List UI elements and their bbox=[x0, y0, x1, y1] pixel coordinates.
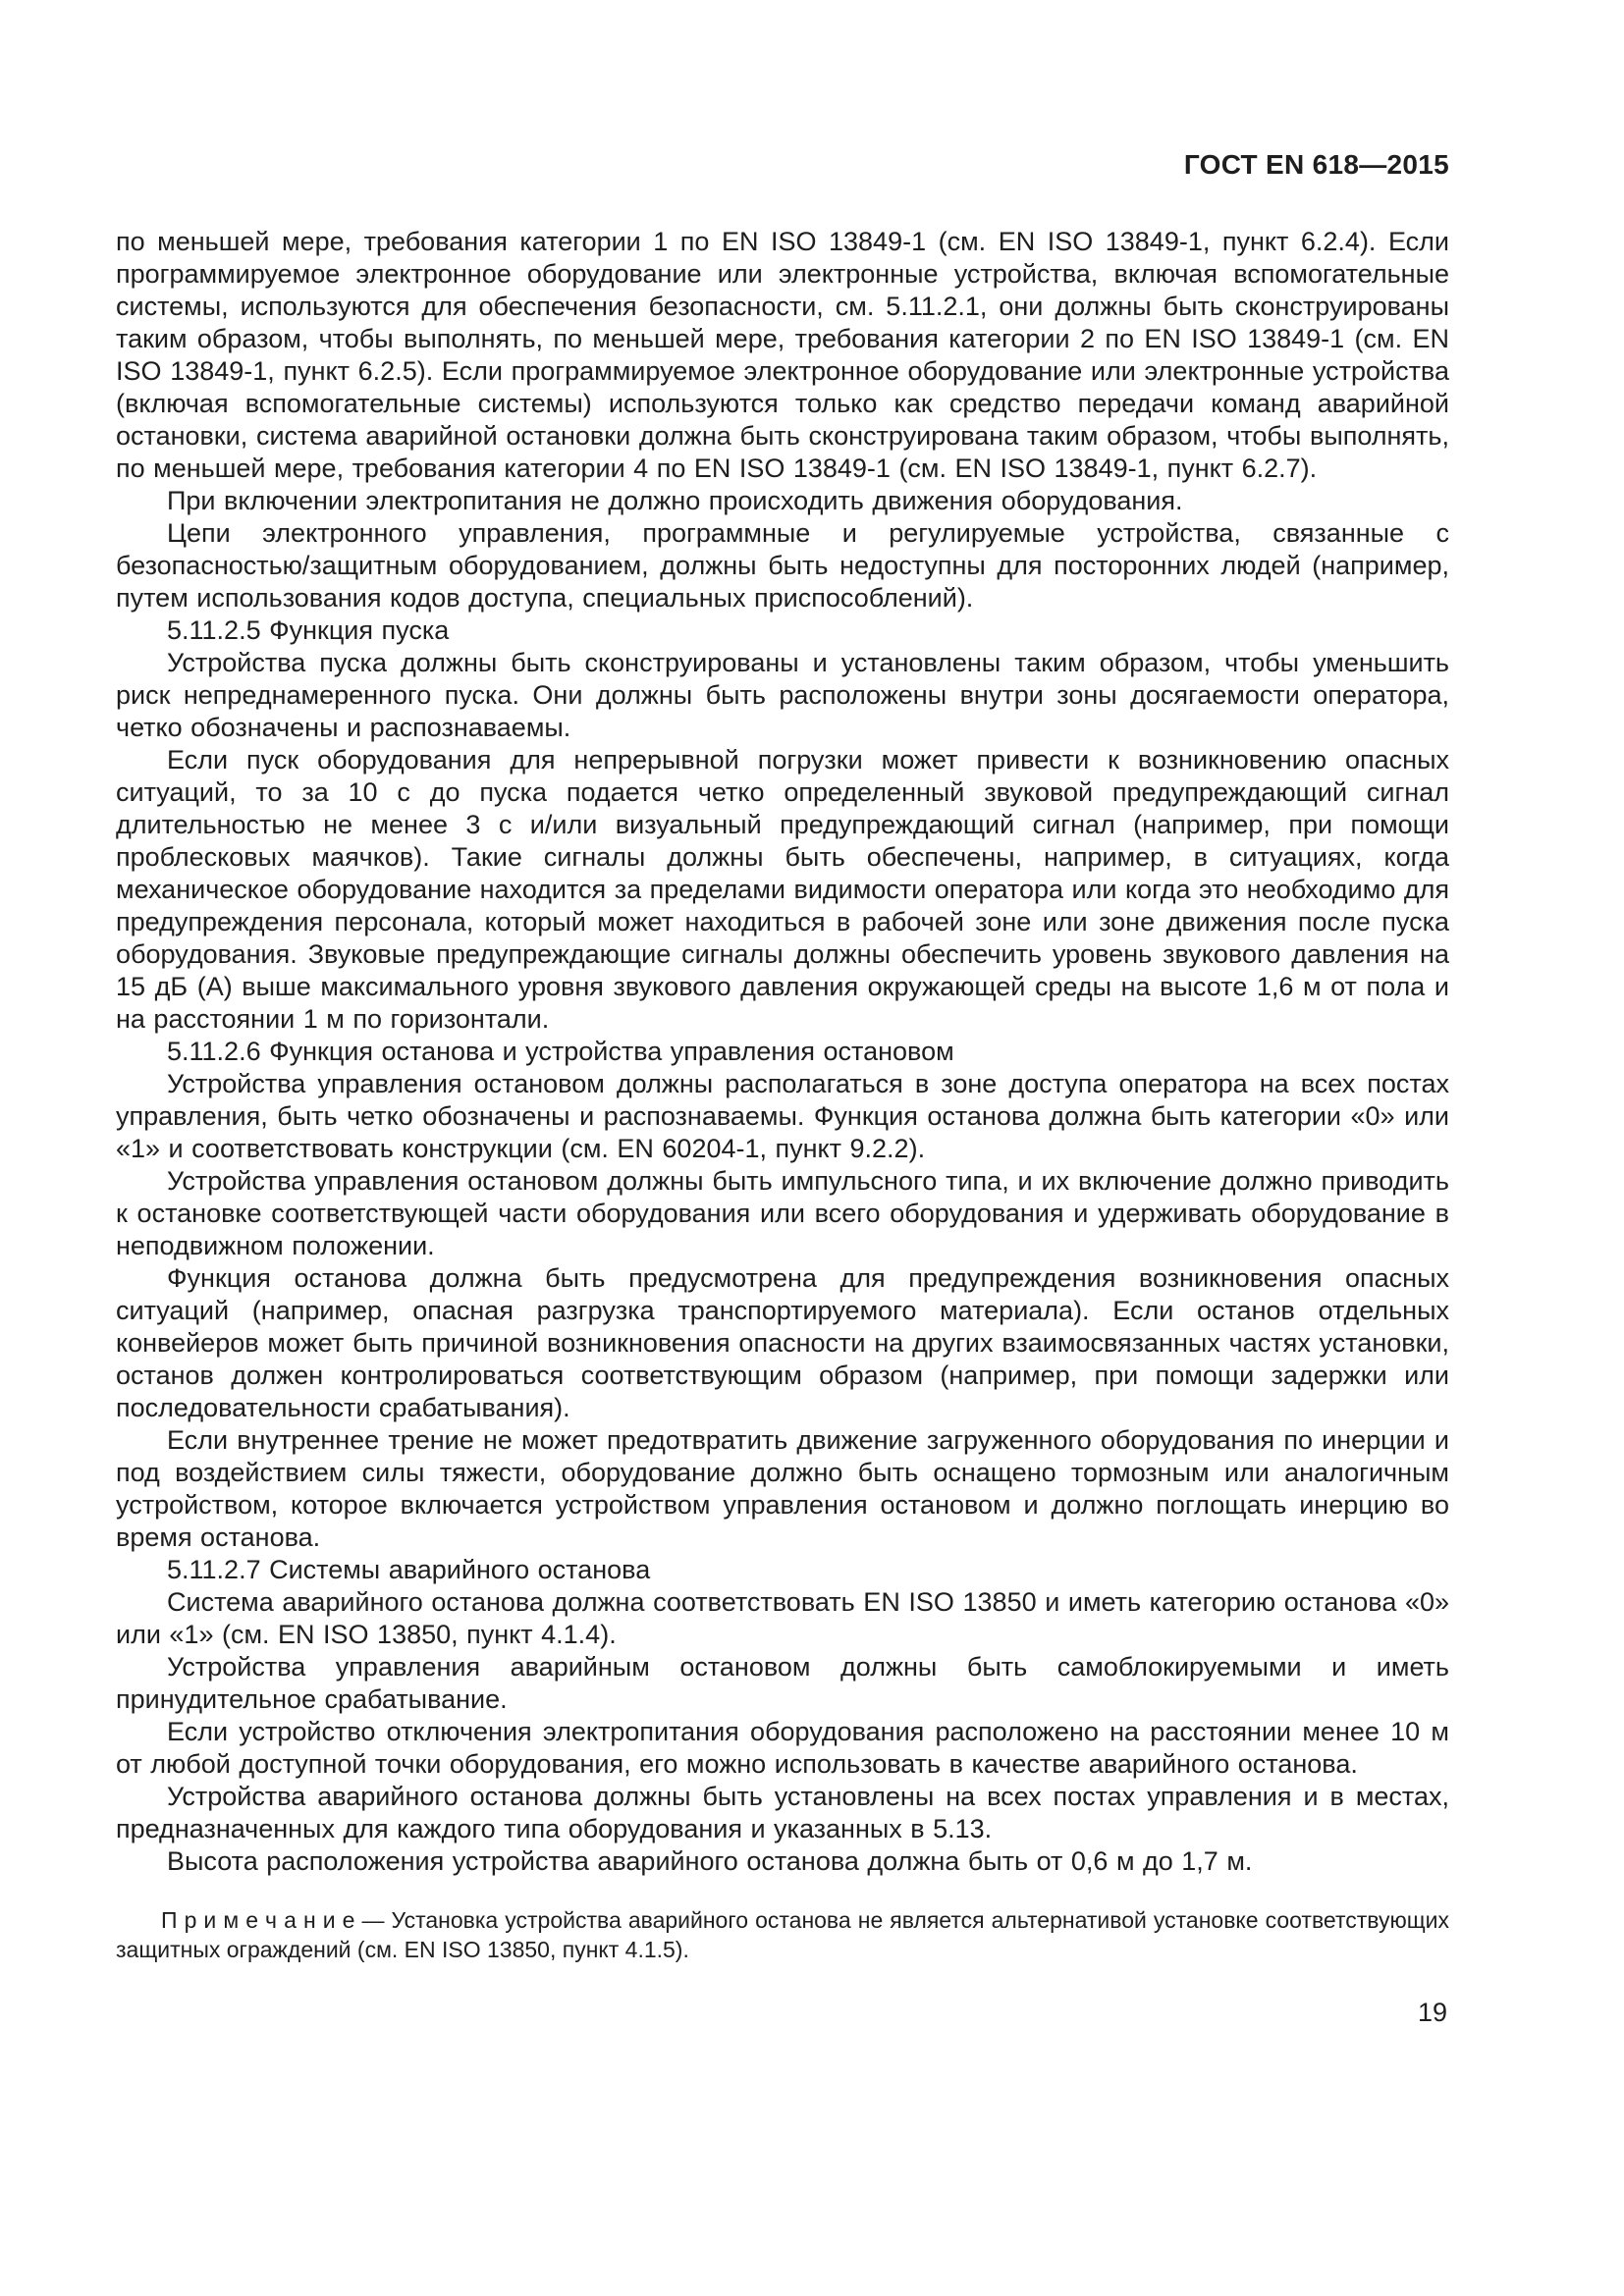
page-footer bbox=[1418, 1998, 1447, 2027]
paragraph: При включении электропитания не должно происходить движения оборудования. bbox=[167, 486, 1183, 515]
paragraph: Если пуск оборудования для непрерывной погрузки может привести к возникновению опасных ситуаций, то за 10 с до пуска подается четко определенный звуковой предупреждающий сигнал длительностью не менее 3 с и/или визуальный предупреждающий сигнал (например, при помощи проблесковых маячков). Такие сигналы должны быть обеспечены, например, в ситуациях, когда механическое оборудование находится за пределами видимости оператора или когда это необходимо для предупреждения персонала, который может находиться в рабочей зоне или зоне движения после пуска оборудования. Звуковые предупреждающие сигналы должны обеспечить уровень звукового давления на 15 дБ (А) выше максимального уровня звукового давления окружающей среды на высоте 1,6 м от пола и на расстоянии 1 м по горизонтали. bbox=[116, 745, 1449, 1034]
paragraph: Цепи электронного управления, программные и регулируемые устройства, связанные с безопасностью/защитным оборудованием, должны быть недоступны для посторонних людей (например, путем использования кодов доступа, специальных приспособлений). bbox=[116, 518, 1449, 613]
paragraph: Устройства управления аварийным остановом должны быть самоблокируемыми и иметь принудительное срабатывание. bbox=[116, 1652, 1449, 1714]
paragraph: Высота расположения устройства аварийного останова должна быть от 0,6 м до 1,7 м. bbox=[167, 1846, 1253, 1876]
paragraph: Если устройство отключения электропитания оборудования расположено на расстоянии менее 10 м от любой доступной точки оборудования, его можно использовать в качестве аварийного останова. bbox=[116, 1717, 1449, 1779]
document-body bbox=[116, 226, 1449, 1964]
page-header bbox=[116, 149, 1449, 181]
paragraph: Система аварийного останова должна соответствовать EN ISO 13850 и иметь категорию останова «0» или «1» (см. EN ISO 13850, пункт 4.1.4). bbox=[116, 1587, 1449, 1649]
section-heading-5-11-2-7: 5.11.2.7 Системы аварийного останова bbox=[167, 1555, 651, 1584]
paragraph: Функция останова должна быть предусмотрена для предупреждения возникновения опасных ситуаций (например, опасная разгрузка транспортируемого материала). Если останов отдельных конвейеров может быть причиной возникновения опасности на других взаимосвязанных частях установки, останов должен контролироваться соответствующим образом (например, при помощи задержки или последовательности срабатывания). bbox=[116, 1263, 1449, 1422]
page-number: 19 bbox=[1417, 1998, 1447, 2027]
paragraph: Устройства пуска должны быть сконструированы и установлены таким образом, чтобы уменьшить риск непреднамеренного пуска. Они должны быть расположены внутри зоны досягаемости оператора, четко обозначены и распознаваемы. bbox=[116, 648, 1449, 742]
paragraph: Устройства аварийного останова должны быть установлены на всех постах управления и в местах, предназначенных для каждого типа оборудования и указанных в 5.13. bbox=[116, 1782, 1449, 1843]
paragraph: Если внутреннее трение не может предотвратить движение загруженного оборудования по инерции и под воздействием силы тяжести, оборудование должно быть оснащено тормозным или аналогичным устройством, которое включается устройством управления остановом и должно поглощать инерцию во время останова. bbox=[116, 1425, 1449, 1552]
note-paragraph: П р и м е ч а н и е — Установка устройства аварийного останова не является альтернативой установке соответствующих защитных ограждений (см. EN ISO 13850, пункт 4.1.5). bbox=[116, 1907, 1449, 1962]
section-heading-5-11-2-5: 5.11.2.5 Функция пуска bbox=[167, 615, 450, 645]
paragraph-continuation: по меньшей мере, требования категории 1 по EN ISO 13849-1 (см. EN ISO 13849-1, пункт 6.2.4). Если программируемое электронное оборудование или электронные устройства, включая вспомогательные системы, используются для обеспечения безопасности, см. 5.11.2.1, они должны быть сконструированы таким образом, чтобы выполнять, по меньшей мере, требования категории 2 по EN ISO 13849-1 (см. EN ISO 13849-1, пункт 6.2.5). Если программируемое электронное оборудование или электронные устройства (включая вспомогательные системы) используются только как средство передачи команд аварийной остановки, система аварийной остановки должна быть сконструирована таким образом, чтобы выполнять, по меньшей мере, требования категории 4 по EN ISO 13849-1 (см. EN ISO 13849-1, пункт 6.2.7). bbox=[116, 227, 1449, 483]
paragraph: Устройства управления остановом должны быть импульсного типа, и их включение должно приводить к остановке соответствующей части оборудования или всего оборудования и удерживать оборудование в неподвижном положении. bbox=[116, 1166, 1449, 1260]
document-code: ГОСТ EN 618—2015 bbox=[1183, 149, 1449, 180]
section-heading-5-11-2-6: 5.11.2.6 Функция останова и устройства управления остановом bbox=[167, 1037, 954, 1066]
paragraph: Устройства управления остановом должны располагаться в зоне доступа оператора на всех постах управления, быть четко обозначены и распознаваемы. Функция останова должна быть категории «0» или «1» и соответствовать конструкции (см. EN 60204-1, пункт 9.2.2). bbox=[116, 1069, 1449, 1163]
